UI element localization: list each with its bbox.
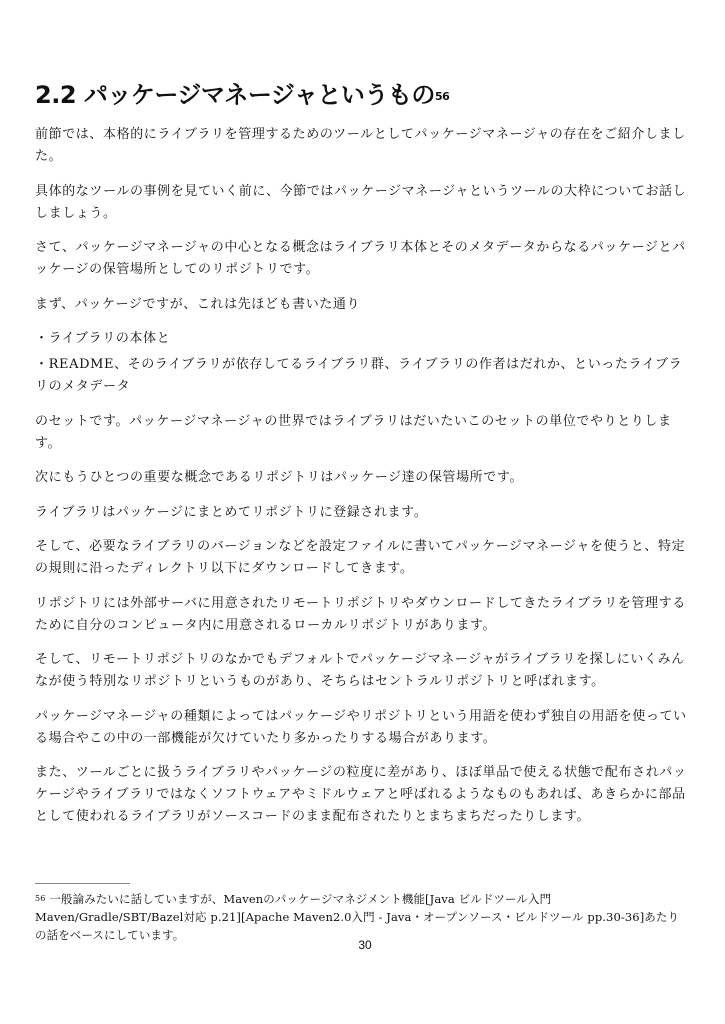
paragraph: そして、必要なライブラリのバージョンなどを設定ファイルに書いてパッケージマネージャを使うと、特定の規則に沿ったディレクトリ以下にダウンロードしてきます。: [35, 539, 686, 576]
list-item: ・README、そのライブラリが依存してるライブラリ群、ライブラリの作者はだれか、といったライブラリのメタデータ: [35, 357, 683, 394]
paragraph: 具体的なツールの事例を見ていく前に、今節ではパッケージマネージャというツールの大枠についてお話ししましょう。: [35, 183, 687, 221]
paragraph: 次にもうひとつの重要な概念であるリポジトリはパッケージ達の保管場所です。: [35, 470, 524, 485]
footnote-number: 56: [35, 894, 46, 903]
paragraph: また、ツールごとに扱うライブラリやパッケージの粒度に差があり、ほぼ単品で使える状態で配布されパッケージやライブラリではなくソフトウェアやミドルウェアと呼ばれるようなものもあれば、あきらかに部品として使われるライブラリがソースコードのまま配布されたりとまちまちだったりします。: [35, 765, 687, 824]
paragraph: 前節では、本格的にライブラリを管理するためのツールとしてパッケージマネージャの存在をご紹介しました。: [35, 127, 686, 164]
body-text: [35, 124, 695, 841]
section-heading-text: 2.2 パッケージマネージャというもの: [35, 81, 435, 109]
paragraph: パッケージマネージャの種類によってはパッケージやリポジトリという用語を使わず独自の用語を使っている場合やこの中の一部機能が欠けていたり多かったりする場合があります。: [35, 708, 687, 746]
page-number: 30: [358, 938, 372, 952]
footnote: [35, 890, 685, 944]
paragraph: まず、パッケージですが、これは先ほども書いた通り: [35, 296, 361, 312]
section-heading: [35, 80, 695, 110]
paragraph: さて、パッケージマネージャの中心となる概念はライブラリ本体とそのメタデータからなるパッケージとパッケージの保管場所としてのリポジトリです。: [35, 240, 686, 277]
paragraph: ライブラリはパッケージにまとめてリポジトリに登録されます。: [35, 504, 428, 520]
footnote-reference[interactable]: 56: [434, 90, 450, 103]
footnote-text: 一般論みたいに話していますが、Mavenのパッケージマネジメント機能[Java ビルドツール入門 Maven/Gradle/SBT/Bazel対応 p.21][Apache Maven2.0入門 - Java・オープンソース・ビルドツール pp.30-36]あたりの話をベースにしています。: [35, 892, 680, 942]
list-item: ・ライブラリの本体と: [35, 331, 171, 346]
footnote-divider: [35, 883, 130, 884]
paragraph: のセットです。パッケージマネージャの世界ではライブラリはだいたいこのセットの単位でやりとりします。: [35, 413, 672, 451]
paragraph: リポジトリには外部サーバに用意されたリモートリポジトリやダウンロードしてきたライブラリを管理するために自分のコンピュータ内に用意されるローカルリポジトリがあります。: [35, 595, 686, 633]
paragraph: そして、リモートリポジトリのなかでもデフォルトでパッケージマネージャがライブラリを探しにいくみんなが使う特別なリポジトリというものがあり、そちらはセントラルリポジトリと呼ばれます。: [35, 652, 685, 689]
